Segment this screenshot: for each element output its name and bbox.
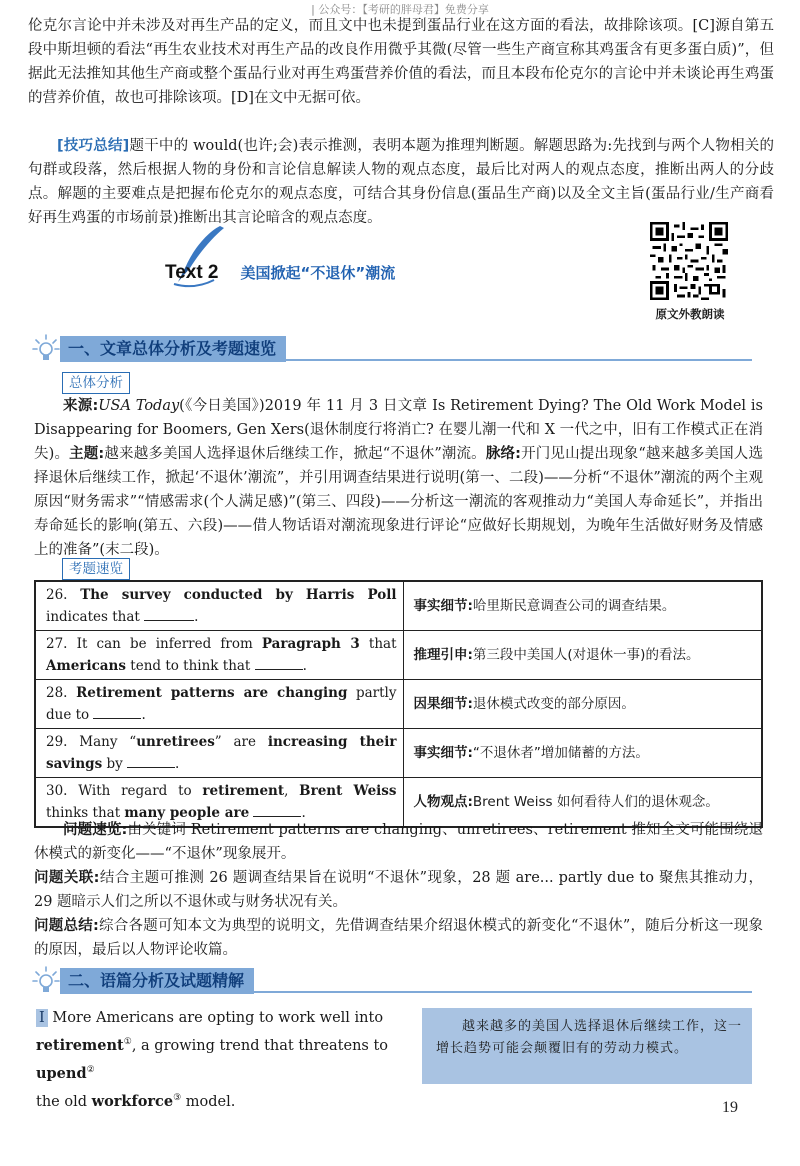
source-publication: USA Today bbox=[98, 398, 180, 414]
question-cell: 29. Many “unretirees” are increasing their savings by . bbox=[35, 729, 403, 778]
answer-blank bbox=[253, 803, 301, 817]
article-paragraph: I More Americans are opting to work well into retirement①, a growing trend that threatens to upend② the old workforce③ model. bbox=[36, 1010, 389, 1110]
answer-type-cell: 事实细节:“不退休者”增加储蓄的方法。 bbox=[403, 729, 762, 778]
lightbulb-icon bbox=[32, 334, 60, 364]
paragraph-number: I bbox=[36, 1009, 48, 1027]
question-cell: 30. With regard to retirement, Brent Weiss thinks that many people are . bbox=[35, 778, 403, 828]
translation-box: 越来越多的美国人选择退休后继续工作，这一增长趋势可能会颠覆旧有的劳动力模式。 bbox=[422, 1008, 752, 1084]
text2-title: 美国掀起“不退休”潮流 bbox=[240, 264, 396, 282]
watermark: | 公众号：【考研的胖母君】免费分享 bbox=[311, 3, 489, 16]
question-preview-table bbox=[34, 580, 763, 828]
text2-title-row bbox=[165, 258, 395, 288]
page-number: 19 bbox=[722, 1099, 738, 1116]
section2-heading: 二、语篇分析及试题精解 bbox=[60, 968, 254, 994]
section1-rule bbox=[286, 359, 752, 361]
answer-type-cell: 推理引申:第三段中美国人(对退休一事)的看法。 bbox=[403, 631, 762, 680]
theme-text: 越来越多美国人选择退休后继续工作，掀起“不退休”潮流。 bbox=[104, 446, 486, 462]
question-cell: 28. Retirement patterns are changing partly due to . bbox=[35, 680, 403, 729]
summary-label: 问题总结: bbox=[34, 918, 99, 934]
answer-blank bbox=[144, 607, 194, 621]
source-label: 来源: bbox=[63, 398, 99, 414]
link-text: 结合主题可推测 26 题调查结果旨在说明“不退休”现象，28 题 are... partly due to 聚焦其推动力，29 题暗示人们之所以不退休或与财务状况有关。 bbox=[34, 870, 763, 910]
table-row bbox=[35, 631, 762, 680]
lightbulb-icon bbox=[32, 966, 60, 996]
speed-label: 问题速览: bbox=[63, 822, 128, 838]
theme-label: 主题: bbox=[69, 446, 105, 462]
table-row bbox=[35, 581, 762, 631]
section2-header bbox=[32, 966, 752, 996]
preview-tag: 考题速览 bbox=[62, 558, 130, 580]
question-cell: 26. The survey conducted by Harris Poll indicates that . bbox=[35, 581, 403, 631]
qr-caption: 原文外教朗读 bbox=[655, 307, 725, 321]
link-label: 问题关联: bbox=[34, 870, 100, 886]
answer-blank bbox=[127, 754, 175, 768]
summary-text: 综合各题可知本文为典型的说明文，先借调查结果介绍退休模式的新变化“不退休”，随后分析这一现象的原因，最后以人物评论收篇。 bbox=[34, 918, 763, 958]
answer-type-cell: 因果细节:退休模式改变的部分原因。 bbox=[403, 680, 762, 729]
tip-paragraph bbox=[28, 134, 774, 230]
context-text: 开门见山提出现象“越来越多美国人选择退休后继续工作，掀起‘不退休’潮流”，并引用调查结果进行说明(第一、二段)——分析“不退休”潮流的两个主观原因“财务需求”“情感需求(个人满足感)”(第三、四段)——分析这一潮流的客观推动力“美国人寿命延长”，并指出寿命延长的影响(第五、六段)——借人物话语对潮流现象进行评论“应做好长期规划，为晚年生活做好财务及情感上的准备”(末二段)。 bbox=[34, 446, 763, 558]
table-row bbox=[35, 729, 762, 778]
section2-rule bbox=[254, 991, 752, 993]
overview-tag: 总体分析 bbox=[62, 372, 130, 394]
intro-paragraph: 伦克尔言论中并未涉及对再生产品的定义，而且文中也未提到蛋品行业在这方面的看法，故排除该项。[C]源自第五段中斯坦顿的看法“再生农业技术对再生产品的改良作用微乎其微(尽管一些生产商宣称其鸡蛋含有更多蛋白质)”，但据此无法推知其他生产商或整个蛋品行业对再生鸡蛋营养价值的看法，而且本段布伦克尔的言论中并未谈论再生鸡蛋的营养价值，故也可排除该项。[D]在文中无据可依。 bbox=[28, 18, 774, 106]
answer-blank bbox=[255, 656, 303, 670]
source-text: (《今日美国》)2019 年 11 月 3 日文章 Is Retirement Dying? The Old Work Model is Disappearing for Boomers, Gen Xers(退休制度行将消亡? 在婴儿潮一代和 X 一代之中，旧有工作模式正在消失)。 bbox=[34, 398, 763, 462]
analysis-block bbox=[34, 818, 763, 962]
section1-heading: 一、文章总体分析及考题速览 bbox=[60, 336, 286, 362]
answer-blank bbox=[93, 705, 141, 719]
section1-header bbox=[32, 334, 752, 364]
text2-label: Text 2 bbox=[165, 262, 219, 283]
answer-type-cell: 人物观点:Brent Weiss 如何看待人们的退休观念。 bbox=[403, 778, 762, 828]
qr-code-icon[interactable] bbox=[650, 222, 728, 300]
tip-text: 题干中的 would(也许;会)表示推测，表明本题为推理判断题。解题思路为:先找到与两个人物相关的句群或段落，然后根据人物的身份和言论信息解读人物的观点态度，最后比对两人的观点态度，推断出两人的分歧点。解题的主要难点是把握布伦克尔的观点态度，可结合其身份信息(蛋品生产商)以及全文主旨(蛋品行业/生产商看好再生鸡蛋的市场前景)推断出其言论暗含的观点态度。 bbox=[28, 138, 774, 226]
table-row bbox=[35, 680, 762, 729]
context-label: 脉络: bbox=[485, 446, 521, 462]
overview-paragraph bbox=[34, 394, 763, 562]
question-cell: 27. It can be inferred from Paragraph 3 that Americans tend to think that . bbox=[35, 631, 403, 680]
tip-label: [技巧总结] bbox=[57, 138, 130, 154]
answer-type-cell: 事实细节:哈里斯民意调查公司的调查结果。 bbox=[403, 581, 762, 631]
speed-text: 由关键词 Retirement patterns are changing、unretirees、retirement 推知全文可能围绕退休模式的新变化——“不退休”现象展开。 bbox=[34, 822, 763, 862]
